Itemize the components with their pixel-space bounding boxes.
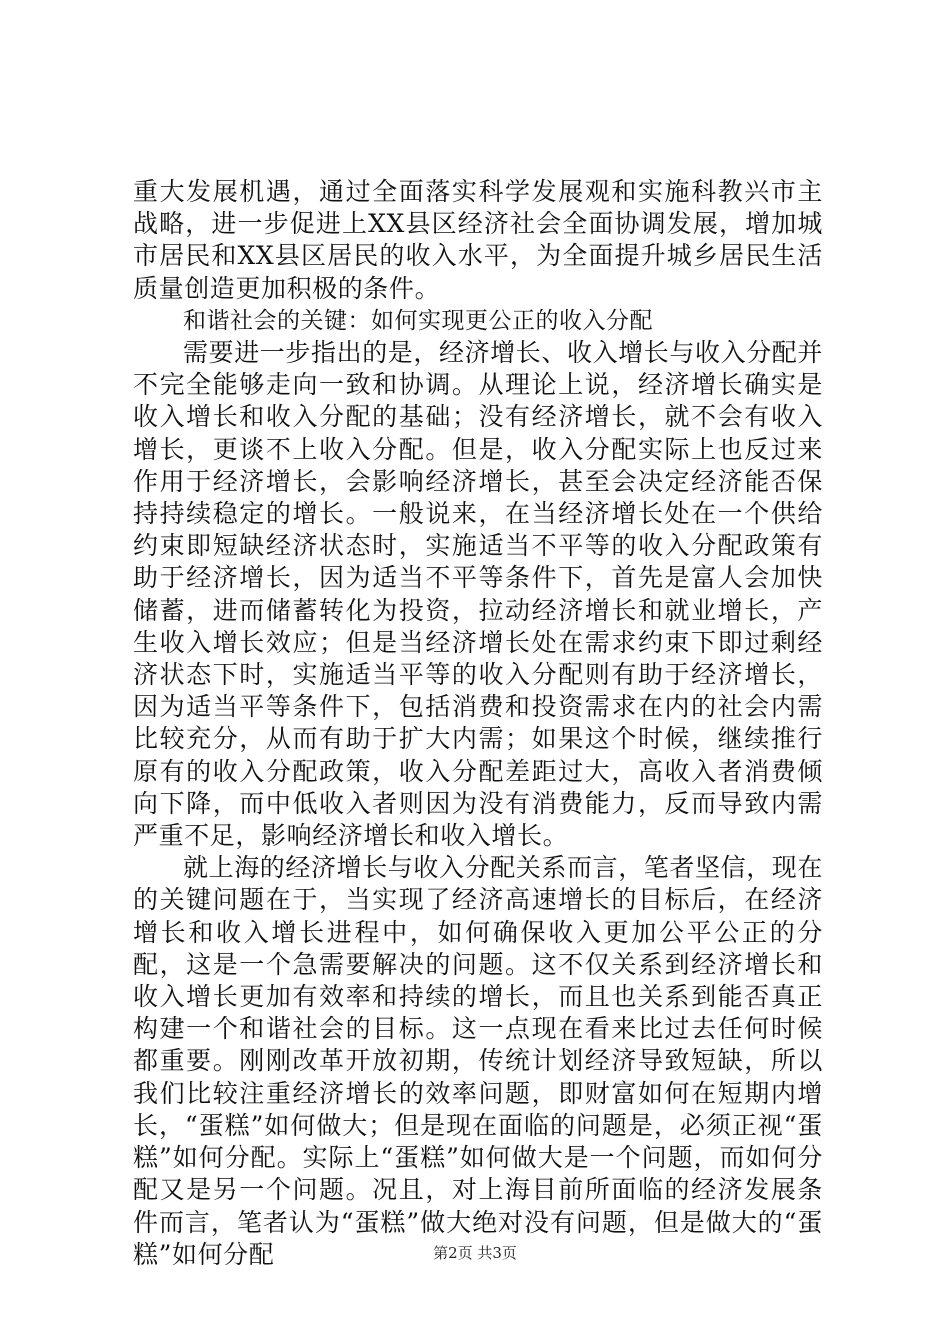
section-heading: 和谐社会的关键：如何实现更公正的收入分配 xyxy=(183,307,653,334)
page-footer: 第2页 共3页 xyxy=(433,1244,517,1262)
document-body xyxy=(133,176,823,1271)
paragraph-3: 就上海的经济增长与收入分配关系而言，笔者坚信，现在的关键问题在于，当实现了经济高速增长的目标后，在经济增长和收入增长进程中，如何确保收入更加公平公正的分配，这是一个急需要解决的问题。这不仅关系到经济增长和收入增长更加有效率和持续的增长，而且也关系到能否真正构建一个和谐社会的目标。这一点现在看来比过去任何时候都重要。刚刚改革开放初期，传统计划经济导致短缺，所以我们比较注重经济增长的效率问题，即财富如何在短期内增长，“蛋糕”如何做大；但是现在面临的问题是，必须正视“蛋糕”如何分配。实际上“蛋糕”如何做大是一个问题，而如何分配又是另一个问题。况且，对上海目前所面临的经济发展条件而言，笔者认为“蛋糕”做大绝对没有问题，但是做大的“蛋糕”如何分配 xyxy=(133,853,824,1269)
paragraph-1: 重大发展机遇，通过全面落实科学发展观和实施科教兴市主战略，进一步促进上XX县区经济社会全面协调发展，增加城市居民和XX县区居民的收入水平，为全面提升城乡居民生活质量创造更加积极的条件。 xyxy=(133,177,823,303)
paragraph-2: 需要进一步指出的是，经济增长、收入增长与收入分配并不完全能够走向一致和协调。从理论上说，经济增长确实是收入增长和收入分配的基础；没有经济增长，就不会有收入增长，更谈不上收入分配。但是，收入分配实际上也反过来作用于经济增长，会影响经济增长，甚至会决定经济能否保持持续稳定的增长。一般说来，在当经济增长处在一个供给约束即短缺经济状态时，实施适当不平等的收入分配政策有助于经济增长，因为适当不平等条件下，首先是富人会加快储蓄，进而储蓄转化为投资，拉动经济增长和就业增长，产生收入增长效应；但是当经济增长处在需求约束下即过剩经济状态下时，实施适当平等的收入分配则有助于经济增长，因为适当平等条件下，包括消费和投资需求在内的社会内需比较充分，从而有助于扩大内需；如果这个时候，继续推行原有的收入分配政策，收入分配差距过大，高收入者消费倾向下降，而中低收入者则因为没有消费能力，反而导致内需严重不足，影响经济增长和收入增长。 xyxy=(133,338,824,851)
